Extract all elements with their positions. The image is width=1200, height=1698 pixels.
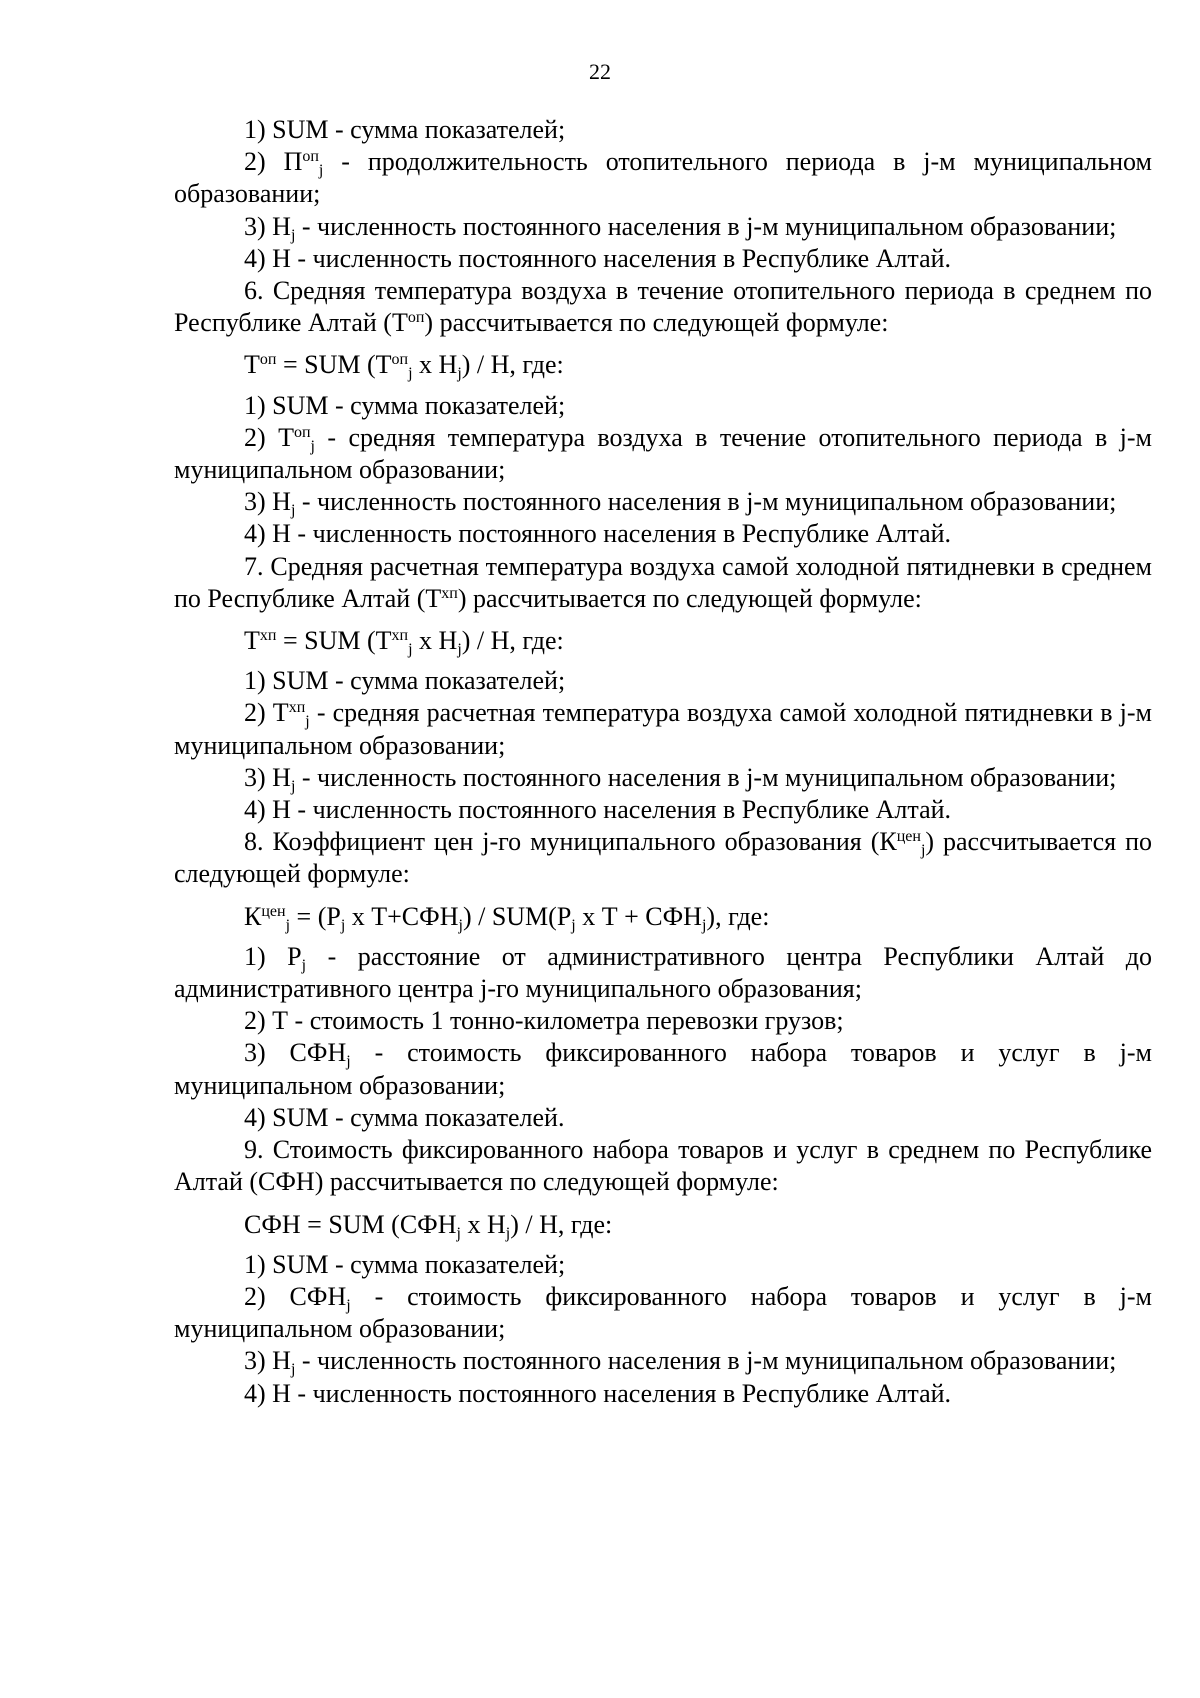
item-sum-1: 1) SUM - сумма показателей;	[244, 115, 566, 144]
paragraph-7: 7. Средняя расчетная температура воздуха самой холодной пятидневки в среднем по Республике Алтай $(Т^{хп})$ рассчитывается по следующей формуле:	[174, 551, 1152, 613]
item-sum-4: 4) SUM - сумма показателей.	[244, 1102, 565, 1132]
page-number: 22	[589, 59, 611, 84]
formula-6: $Т^{оп}$ = SUM ($Т^{оп}_j$ х $Н_j$) / Н, где:	[244, 350, 564, 383]
item-sum-5: 1) SUM - сумма показателей;	[244, 1249, 566, 1279]
item-sum-3: 1) SUM - сумма показателей;	[244, 666, 566, 696]
paragraph-8: 8. Коэффициент цен j-го муниципального образования $(К^{цен}_j)$ рассчитывается по следующей формуле:	[174, 827, 1152, 889]
formula-7: $Т^{хп}$ = SUM ($Т^{хп}_j$ х $Н_j$) / Н, где:	[244, 626, 564, 659]
formula-8: $К^{цен}_j = (Р_j$ х $Т+СФН_j) / SUM(Р_j$ х $Т + СФН_j$), где:	[244, 901, 770, 934]
item-distance: 1) $Р_j$ - расстояние от административного центра Республики Алтай до административного центра j-го муниципального образования;	[174, 941, 1152, 1004]
item-population-total-3: 4) Н - численность постоянного населения в Республике Алтай.	[244, 795, 952, 825]
item-fixed-set-cost-j-2: 2) $СФН_j$ - стоимость фиксированного набора товаров и услуг в j-м муниципальном образовании;	[174, 1281, 1152, 1344]
item-ton-km-cost: 2) Т - стоимость 1 тонно-километра перевозки грузов;	[244, 1006, 844, 1036]
item-population-j-4: 3) $Н_j$ - численность постоянного населения в j-м муниципальном образовании;	[244, 1346, 1117, 1379]
item-heating-temperature: 2) $Т^{оп}_j$ - средняя температура воздуха в течение отопительного периода в j-м муниципальном образовании;	[174, 422, 1153, 485]
item-fixed-set-cost-j-1: 3) $СФН_j$ - стоимость фиксированного набора товаров и услуг в j-м муниципальном образовании;	[174, 1038, 1152, 1100]
formula-9: СФН = SUM ($СФН_j$ х $Н_j$) / Н, где:	[244, 1209, 613, 1242]
item-population-j-2: 3) $Н_j$ - численность постоянного населения в j-м муниципальном образовании;	[244, 487, 1117, 520]
item-population-j-3: 3) $Н_j$ - численность постоянного населения в j-м муниципальном образовании;	[244, 762, 1117, 795]
item-population-total-4: 4) Н - численность постоянного населения в Республике Алтай.	[244, 1378, 952, 1408]
item-population-j-1: 3) $Н_j$ - численность постоянного населения в j-м муниципальном образовании;	[244, 211, 1117, 244]
item-sum-2: 1) SUM - сумма показателей;	[244, 390, 566, 420]
paragraph-6: 6. Средняя температура воздуха в течение отопительного периода в среднем по Республике Алтай $(Т^{оп})$ рассчитывается по следующей формуле:	[174, 276, 1152, 338]
item-population-total-2: 4) Н - численность постоянного населения в Республике Алтай.	[244, 519, 952, 549]
item-population-total-1: 4) Н - численность постоянного населения в Республике Алтай.	[244, 243, 952, 273]
item-heating-duration: 2) $П^{оп}_j$ - продолжительность отопительного периода в j-м муниципальном образовании;	[174, 147, 1152, 209]
document-body	[174, 114, 1152, 1410]
item-coldest-five-day: 2) $Т^{хп}_j$ - средняя расчетная температура воздуха самой холодной пятидневки в j-м муниципальном образовании;	[174, 698, 1153, 760]
paragraph-9: 9. Стоимость фиксированного набора товаров и услуг в среднем по Республике Алтай (СФН) рассчитывается по следующей формуле:	[174, 1135, 1152, 1197]
